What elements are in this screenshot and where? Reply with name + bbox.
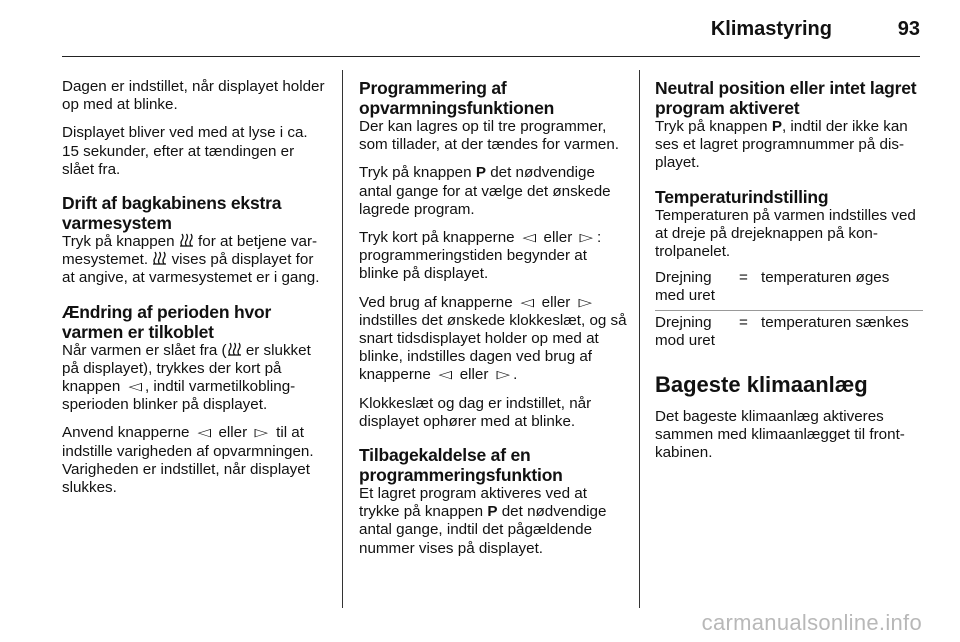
p-key-label: P (475, 164, 486, 182)
paragraph-display-lit: Displayet bliver ved med at lyse i ca. 15 sekunder, efter at tændingen er slået fra. (62, 124, 308, 178)
heading-change-heating-period: Ændring af perioden hvor varmen er tilkoblet (62, 301, 272, 342)
left-arrow-icon: ◁ (520, 296, 534, 309)
rotation-action: Drejning mod uret (655, 310, 739, 354)
heading-rear-air-conditioning: Bageste klimaanlæg (655, 372, 868, 398)
heading-neutral-position: Neutral position eller intet lagret program aktiveret (655, 78, 917, 118)
paragraph-three-programs: Der kan lagres op til tre programmer, som tillader, at der tændes for varmen. (359, 118, 619, 154)
column-divider-2 (639, 70, 640, 608)
column-2 (359, 78, 627, 568)
watermark: carmanualsonline.info (701, 610, 922, 635)
rotation-action: Drejning med uret (655, 269, 715, 305)
rotation-result: temperaturen sænkes (761, 310, 923, 354)
equals-sign: = (739, 269, 748, 287)
p-key-label: P (771, 118, 782, 135)
equals-sign: = (739, 310, 761, 354)
paragraph-day-set: Dagen er indstillet, når displayet holder op med at blinke. (62, 78, 325, 114)
paragraph-neutral: Tryk på knappen P, indtil der ikke kan ses et lagret programnummer på displayet. (655, 118, 908, 172)
table-row (655, 269, 923, 310)
rotation-table (655, 269, 923, 354)
left-arrow-icon: ◁ (197, 427, 211, 440)
paragraph-activate-program: Et lagret program aktiveres ved at trykke på knappen P det nødvendige antal gange, indtil det pågældende nummer vises på displayet. (359, 485, 607, 557)
heater-icon (153, 251, 166, 269)
paragraph-adjust-duration: Anvend knapperne ◁ eller ▷ til at indstille varigheden af opvarmningen. Varigheden er indstillet, når displayet slukkes. (62, 424, 314, 497)
heading-temperature-setting: Temperaturindstilling (655, 186, 829, 207)
heater-icon (228, 342, 241, 360)
page-number: 93 (897, 18, 920, 40)
header-rule (62, 56, 920, 57)
paragraph-programming-time: Tryk kort på knapperne ◁ eller ▷ : programmeringstiden begynder at blinke på displayet. (359, 229, 602, 283)
page-header (62, 0, 920, 58)
column-3 (655, 78, 923, 473)
page-title: Klimastyring (710, 18, 832, 40)
paragraph-heater-button: Tryk på knappen for at betjene varmesystemet. vises på displayet for at angive, at varmesystemet er i gang. (62, 233, 320, 287)
right-arrow-icon: ▷ (579, 232, 594, 245)
left-arrow-icon: ◁ (127, 381, 142, 394)
column-divider-1 (342, 70, 343, 608)
paragraph-change-period: Når varmen er slået fra ( er slukket på displayet), trykkes der kort på knappen ◁ , indtil varmetilkoblingsperioden blinker på displayet. (62, 341, 311, 414)
paragraph-rear-ac: Det bageste klimaanlæg aktiveres sammen med klimaanlægget til frontkabinen. (655, 408, 905, 462)
left-arrow-icon: ◁ (438, 369, 453, 382)
paragraph-temperature: Temperaturen på varmen indstilles ved at dreje på drejeknappen på kontrolpanelet. (655, 206, 916, 261)
paragraph-select-program: Tryk på knappen P det nødvendige antal gange for at vælge det ønskede lagrede program. (359, 164, 611, 218)
right-arrow-icon: ▷ (578, 296, 592, 309)
right-arrow-icon: ▷ (496, 369, 510, 382)
left-arrow-icon: ◁ (522, 232, 536, 245)
column-1 (62, 78, 328, 507)
p-key-label: P (487, 503, 498, 521)
paragraph-time-day-set: Klokkeslæt og dag er indstillet, når displayet ophører med at blinke. (359, 394, 592, 430)
table-row (655, 310, 923, 354)
right-arrow-icon: ▷ (254, 427, 269, 440)
heading-programming-heating: Programmering af opvarmningsfunktionen (359, 78, 555, 118)
heading-rear-heater-operation: Drift af bagkabinens ekstra varmesystem (62, 193, 282, 234)
rotation-result: temperaturen øges (761, 269, 890, 287)
heading-recall-program: Tilbagekaldelse af en programmeringsfunktion (359, 445, 563, 486)
heater-icon (180, 233, 193, 251)
paragraph-set-time-day: Ved brug af knapperne ◁ eller ▷ indstilles det ønskede klokkeslæt, og så snart tidsdisplayet holder op med at blinke, indstilles dagen ved brug af knapperne ◁ eller ▷ . (359, 293, 627, 384)
